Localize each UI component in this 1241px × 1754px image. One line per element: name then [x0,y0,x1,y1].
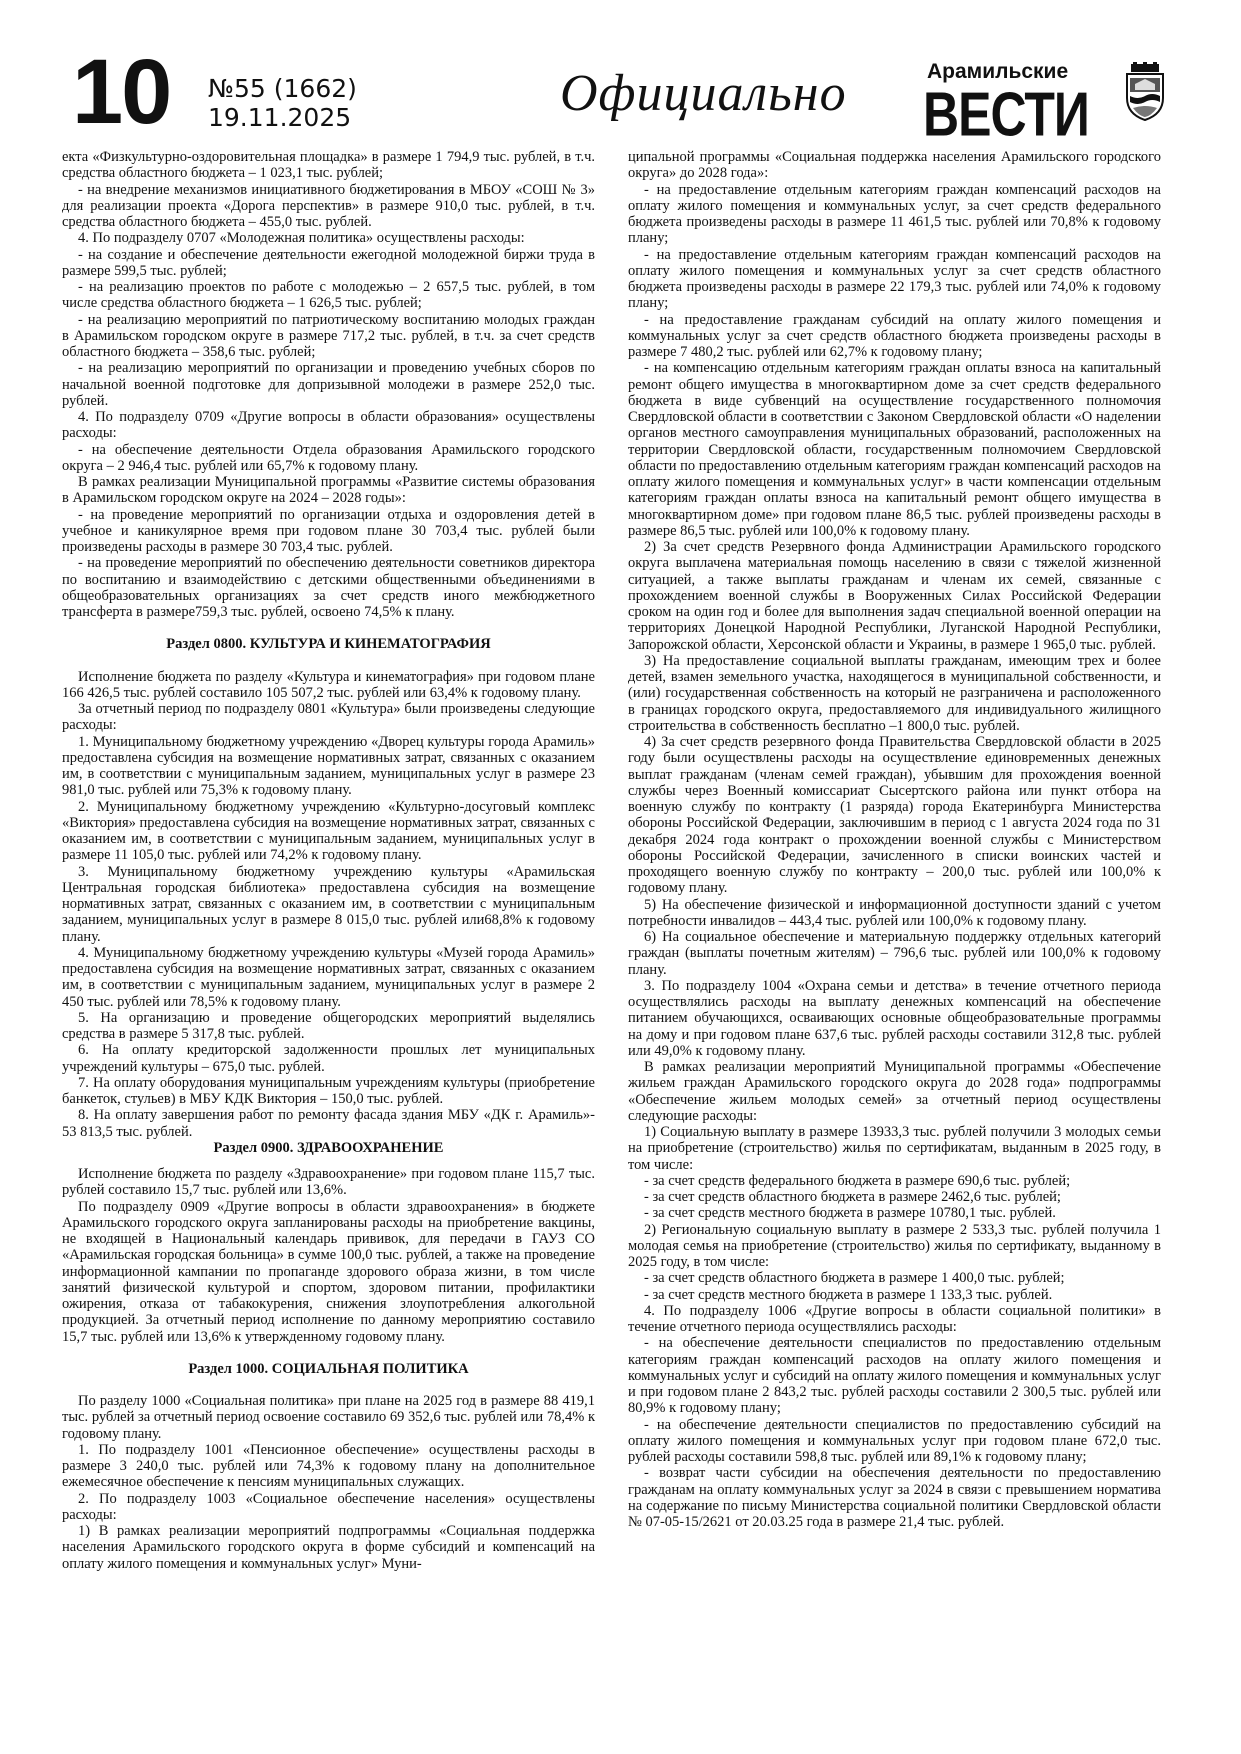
paragraph: - на проведение мероприятий по обеспечению деятельности советников директора по воспитанию и взаимодействию с детскими общественными объединениями в общеобразовательных организациях за счет средств иного межбюджетного трансферта в размере759,3 тыс. рублей, освоено 74,5% к плану. [62,555,595,620]
paragraph: 5) На обеспечение физической и информационной доступности зданий с учетом потребности инвалидов – 443,4 тыс. рублей или 100,0% к годовому плану. [628,896,1161,929]
paragraph: 2) Региональную социальную выплату в размере 2 533,3 тыс. рублей получила 1 молодая семья на приобретение (строительство) жилья по сертификату, выданному в 2025 году, в том числе: [628,1221,1161,1270]
logo-top-text: Арамильские [927,60,1069,83]
paragraph: За отчетный период по подразделу 0801 «Культура» были произведены следующие расходы: [62,701,595,734]
paragraph: 6) На социальное обеспечение и материальную поддержку отдельных категорий граждан (выплаты почетным жителям) – 796,6 тыс. рублей или 100,0% к годовому плану. [628,929,1161,978]
paragraph: В рамках реализации мероприятий Муниципальной программы «Обеспечение жильем граждан Арамильского городского округа до 2028 года» подпрограммы «Обеспечение жильем молодых семей» за отчетный период осуществлены следующие расходы: [628,1059,1161,1124]
paragraph: - на обеспечение деятельности специалистов по предоставлению субсидий на оплату жилого помещения и коммунальных услуг при годовом плане 672,0 тыс. рублей расходы составили 598,8 тыс. рублей или 89,1% к годовому плану; [628,1416,1161,1465]
paragraph: - за счет средств областного бюджета в размере 2462,6 тыс. рублей; [644,1189,1061,1205]
section-heading-social-policy: Раздел 1000. СОЦИАЛЬНАЯ ПОЛИТИКА [188,1360,469,1377]
section-heading-culture: Раздел 0800. КУЛЬТУРА И КИНЕМАТОГРАФИЯ [166,636,491,653]
paragraph: - за счет средств федерального бюджета в размере 690,6 тыс. рублей; [644,1172,1071,1189]
page-header [72,41,1172,150]
paragraph: - на предоставление гражданам субсидий на оплату жилого помещения и коммунальных услуг за счет средств областного бюджета произведены расходы в размере 7 480,2 тыс. рублей или 62,7% к годовому плану; [628,311,1161,360]
paragraph: ципальной программы «Социальная поддержка населения Арамильского городского округа» до 2028 года»: [628,149,1161,182]
newspaper-logo [923,60,1172,150]
paragraph: 6. На оплату кредиторской задолженности прошлых лет муниципальных учреждений культуры – 675,0 тыс. рублей. [62,1042,595,1075]
paragraph: По разделу 1000 «Социальная политика» при плане на 2025 год в размере 88 419,1 тыс. рублей за отчетный период освоение составило 69 352,6 тыс. рублей или 78,4% к годовому плану. [62,1393,595,1442]
paragraph: Исполнение бюджета по разделу «Культура и кинематография» при годовом плане 166 426,5 тыс. рублей составило 105 507,2 тыс. рублей или 63,4% к годовому плану. [62,668,595,701]
paragraph: екта «Физкультурно-оздоровительная площадка» в размере 1 794,9 тыс. рублей, в т.ч. средства областного бюджета – 1 023,1 тыс. рублей; [62,149,595,182]
issue-date: 19.11.2025 [208,103,352,132]
paragraph: - на реализацию проектов по работе с молодежью – 2 657,5 тыс. рублей, в том числе средства областного бюджета – 1 626,5 тыс. рублей; [62,279,595,312]
paragraph: 2. Муниципальному бюджетному учреждению «Культурно-досуговый комплекс «Виктория» предоставлена субсидия на возмещение нормативных затрат, связанных с оказанием им, в соответствии с муниципальным заданием, муниципальных услуг в размере 11 105,0 тыс. рублей или 74,2% к годовому плану. [62,798,595,864]
paragraph: 5. На организацию и проведение общегородских мероприятий выделялись средства в размере 5 317,8 тыс. рублей. [62,1009,595,1042]
paragraph: - на предоставление отдельным категориям граждан компенсаций расходов на оплату жилого помещения и коммунальных услуг, за счет средств федерального бюджета произведены расходы в размере 11 461,5 тыс. рублей или 70,8% к годовому плану; [628,181,1161,247]
paragraph: - за счет средств местного бюджета в размере 10780,1 тыс. рублей. [644,1205,1056,1222]
section-heading-healthcare: Раздел 0900. ЗДРАВООХРАНЕНИЕ [213,1139,444,1156]
paragraph: Исполнение бюджета по разделу «Здравоохранение» при годовом плане 115,7 тыс. рублей составило 15,7 тыс. рублей или 13,6%. [62,1166,595,1199]
paragraph: 7. На оплату оборудования муниципальным учреждениям культуры (приобретение банкеток, стульев) в МБУ КДК Виктория – 150,0 тыс. рублей. [62,1074,595,1107]
paragraph: - на компенсацию отдельным категориям граждан оплаты взноса на капитальный ремонт общего имущества в многоквартирном доме за счет средств федерального бюджета в виде субвенций на осуществление государственного полномочия Свердловской области в соответствии с Законом Свердловской области «О наделении органов местного самоуправления муниципальных образований, расположенных на территории Свердловской области, государственным полномочием Свердловской области по предоставлению отдельным категориям граждан компенсаций расходов на оплату жилого помещения и коммунальных услуг» в части компенсации отдельным категориям граждан оплаты взноса на капитальный ремонт общего имущества в многоквартирном доме» при годовом плане 86,5 тыс. рублей произведены расходы в размере 86,5 тыс. рублей или 100,0% к годовому плану. [628,360,1161,539]
paragraph: 1) В рамках реализации мероприятий подпрограммы «Социальная поддержка населения Арамильского городского округа в форме субсидий и компенсаций на оплату жилого помещения и коммунальных услуг» Муни- [62,1523,595,1572]
coat-of-arms-icon [1123,62,1167,122]
paragraph: 2) За счет средств Резервного фонда Администрации Арамильского городского округа выплачена материальная помощь населению в связи с тяжелой жизненной ситуацией, а также выплаты гражданам и членам их семей, связанные с прохождением военной службы в Вооруженных Силах Российской Федерации сроком на один год и более для выполнения задач специальной военной операции на территориях Донецкой Народной Республики, Луганской Народной Республики, Запорожской области, Херсонской области и Украины, в размере 1 965,0 тыс. рублей. [628,539,1161,653]
paragraph: - на обеспечение деятельности Отдела образования Арамильского городского округа – 2 946,4 тыс. рублей или 65,7% к годовому плану. [62,441,595,474]
logo-main-text: ВЕСТИ [923,79,1089,150]
paragraph: 1. По подразделу 1001 «Пенсионное обеспечение» осуществлены расходы в размере 3 240,0 тыс. рублей или 74,3% к годовому плану на дополнительное ежемесячное обеспечение к пенсиям муниципальных служащих. [62,1441,595,1491]
paragraph: 3) На предоставление социальной выплаты гражданам, имеющим трех и более детей, взамен земельного участка, находящегося в муниципальной собственности, и (или) государственная собственность на который не разграничена и расположенного в границах городского округа, предоставляемого для индивидуального жилищного строительства в собственность бесплатно –1 800,0 тыс. рублей. [628,652,1161,734]
issue-number: №55 (1662) [208,74,357,103]
paragraph: 2. По подразделу 1003 «Социальное обеспечение населения» осуществлены расходы: [62,1490,595,1523]
paragraph: 4) За счет средств резервного фонда Правительства Свердловской области в 2025 году были осуществлены расходы на осуществление единовременных денежных выплат гражданам (членам семей граждан), убывшим для прохождения военной службы через Военный комиссариат Сысертского района или пункт отбора на военную службу по контракту (1 разряда) города Екатеринбурга Министерства обороны Российской Федерации, заключившим в период с 1 августа 2024 года по 31 декабря 2024 года контракт о прохождении военной службы с Министерством обороны Российской Федерации, зачисленного в списки воинских частей и проходящего военную службу по контракту – 200,0 тыс. рублей или 100,0% к годовому плану. [628,734,1161,897]
paragraph: 3. По подразделу 1004 «Охрана семьи и детства» в течение отчетного периода осуществлялись расходы на выплату денежных компенсаций на обеспечение питанием обучающихся, осваивающих основные общеобразовательные программы на дому и при годовом плане 637,6 тыс. рублей расходы составили 312,8 тыс. рублей или 49,0% к годовому плану. [628,977,1161,1059]
paragraph: - на проведение мероприятий по организации отдыха и оздоровления детей в учебное и каникулярное время при годовом плане 30 703,4 тыс. рублей были произведены расходы в размере 30 703,4 тыс. рублей. [62,506,595,555]
paragraph: 4. По подразделу 1006 «Другие вопросы в области социальной политики» в течение отчетного периода осуществлялись расходы: [628,1302,1161,1335]
paragraph: 3. Муниципальному бюджетному учреждению культуры «Арамильская Центральная городская библиотека» предоставлена субсидия на возмещение нормативных затрат, связанных с оказанием им, в соответствии с муниципальным заданием, муниципальных услуг в размере 8 015,0 тыс. рублей или68,8% к годовому плану. [62,863,595,945]
paragraph: - за счет средств областного бюджета в размере 1 400,0 тыс. рублей; [644,1270,1065,1287]
paragraph: - на реализацию мероприятий по патриотическому воспитанию молодых граждан в Арамильском городском округе в размере 717,2 тыс. рублей, в т.ч. за счет средств областного бюджета – 358,6 тыс. рублей; [62,311,595,360]
paragraph: 8. На оплату завершения работ по ремонту фасада здания МБУ «ДК г. Арамиль»- 53 813,5 тыс. рублей. [62,1107,595,1140]
column-right [628,149,1161,1530]
paragraph: 4. По подразделу 0707 «Молодежная политика» осуществлены расходы: [78,230,525,247]
paragraph: - на внедрение механизмов инициативного бюджетирования в МБОУ «СОШ № 3» для реализации проекта «Дорога перспектив» в размере 910,0 тыс. рублей, в т.ч. средства областного бюджета – 455,0 тыс. рублей. [62,181,595,230]
issue-info [208,74,357,132]
paragraph: - на создание и обеспечение деятельности ежегодной молодежной биржи труда в размере 599,5 тыс. рублей; [62,246,595,279]
column-left [62,149,595,1572]
paragraph: 4. Муниципальному бюджетному учреждению культуры «Музей города Арамиль» предоставлена субсидия на возмещение нормативных затрат, связанных с оказанием им, в соответствии с муниципальным заданием, муниципальных услуг в размере 2 450 тыс. рублей или 78,5% к годовому плану. [62,944,595,1010]
paragraph: По подразделу 0909 «Другие вопросы в области здравоохранения» в бюджете Арамильского городского округа запланированы расходы на приобретение вакцины, не входящей в Национальный календарь прививок, для передачи в ГАУЗ СО «Арамильская городская больница» в сумме 100,0 тыс. рублей, а также на проведение информационной кампании по пропаганде здорового образа жизни, в том числе занятий физической культурой и спортом, здоровом питании, профилактики ожирения, отказа от табакокурения, снижения злоупотребления алкогольной продукцией. За отчетный период исполнение по данному мероприятию составило 15,7 тыс. рублей или 13,6% к утвержденному годовому плану. [62,1198,595,1345]
paragraph: - за счет средств местного бюджета в размере 1 133,3 тыс. рублей. [644,1286,1053,1303]
paragraph: - на реализацию мероприятий по организации и проведению учебных сборов по начальной военной подготовке для допризывной молодежи в размере 252,0 тыс. рублей. [62,360,595,409]
paragraph: - на предоставление отдельным категориям граждан компенсаций расходов на оплату жилого помещения и коммунальных услуг за счет средств областного бюджета произведены расходы в размере 22 179,3 тыс. рублей или 74,0% к годовому плану; [628,246,1161,312]
section-title: Официально [560,65,847,122]
paragraph: - на обеспечение деятельности специалистов по предоставлению отдельным категориям граждан компенсаций расходов на оплату жилого помещения и коммунальных услуг и субсидий на оплату жилого помещения и коммунальных услуг и при годовом плане 2 843,2 тыс. рублей расходы составили 2 300,5 тыс. рублей или 80,9% к годовому плану; [628,1335,1161,1417]
paragraph: 4. По подразделу 0709 «Другие вопросы в области образования» осуществлены расходы: [62,409,595,442]
paragraph: 1) Социальную выплату в размере 13933,3 тыс. рублей получили 3 молодых семьи на приобретение (строительство) жилья по сертификатам, выданным в 2025 году, в том числе: [628,1124,1161,1173]
paragraph: 1. Муниципальному бюджетному учреждению «Дворец культуры города Арамиль» предоставлена субсидия на возмещение нормативных затрат, связанных с оказанием им, в соответствии с муниципальным заданием, муниципальных услуг в размере 23 981,0 тыс. рублей или 75,3% к годовому плану. [62,733,595,799]
paragraph: - возврат части субсидии на обеспечения деятельности по предоставлению гражданам на оплату коммунальных услуг за 2024 в связи с превышением норматива на содержание по письму Министерства социальной политики Свердловской области № 07-05-15/2621 от 20.03.25 года в размере 21,4 тыс. рублей. [628,1465,1161,1530]
page-number: 10 [72,41,171,143]
paragraph: В рамках реализации Муниципальной программы «Развитие системы образования в Арамильском городском округе на 2024 – 2028 годы»: [62,474,595,507]
